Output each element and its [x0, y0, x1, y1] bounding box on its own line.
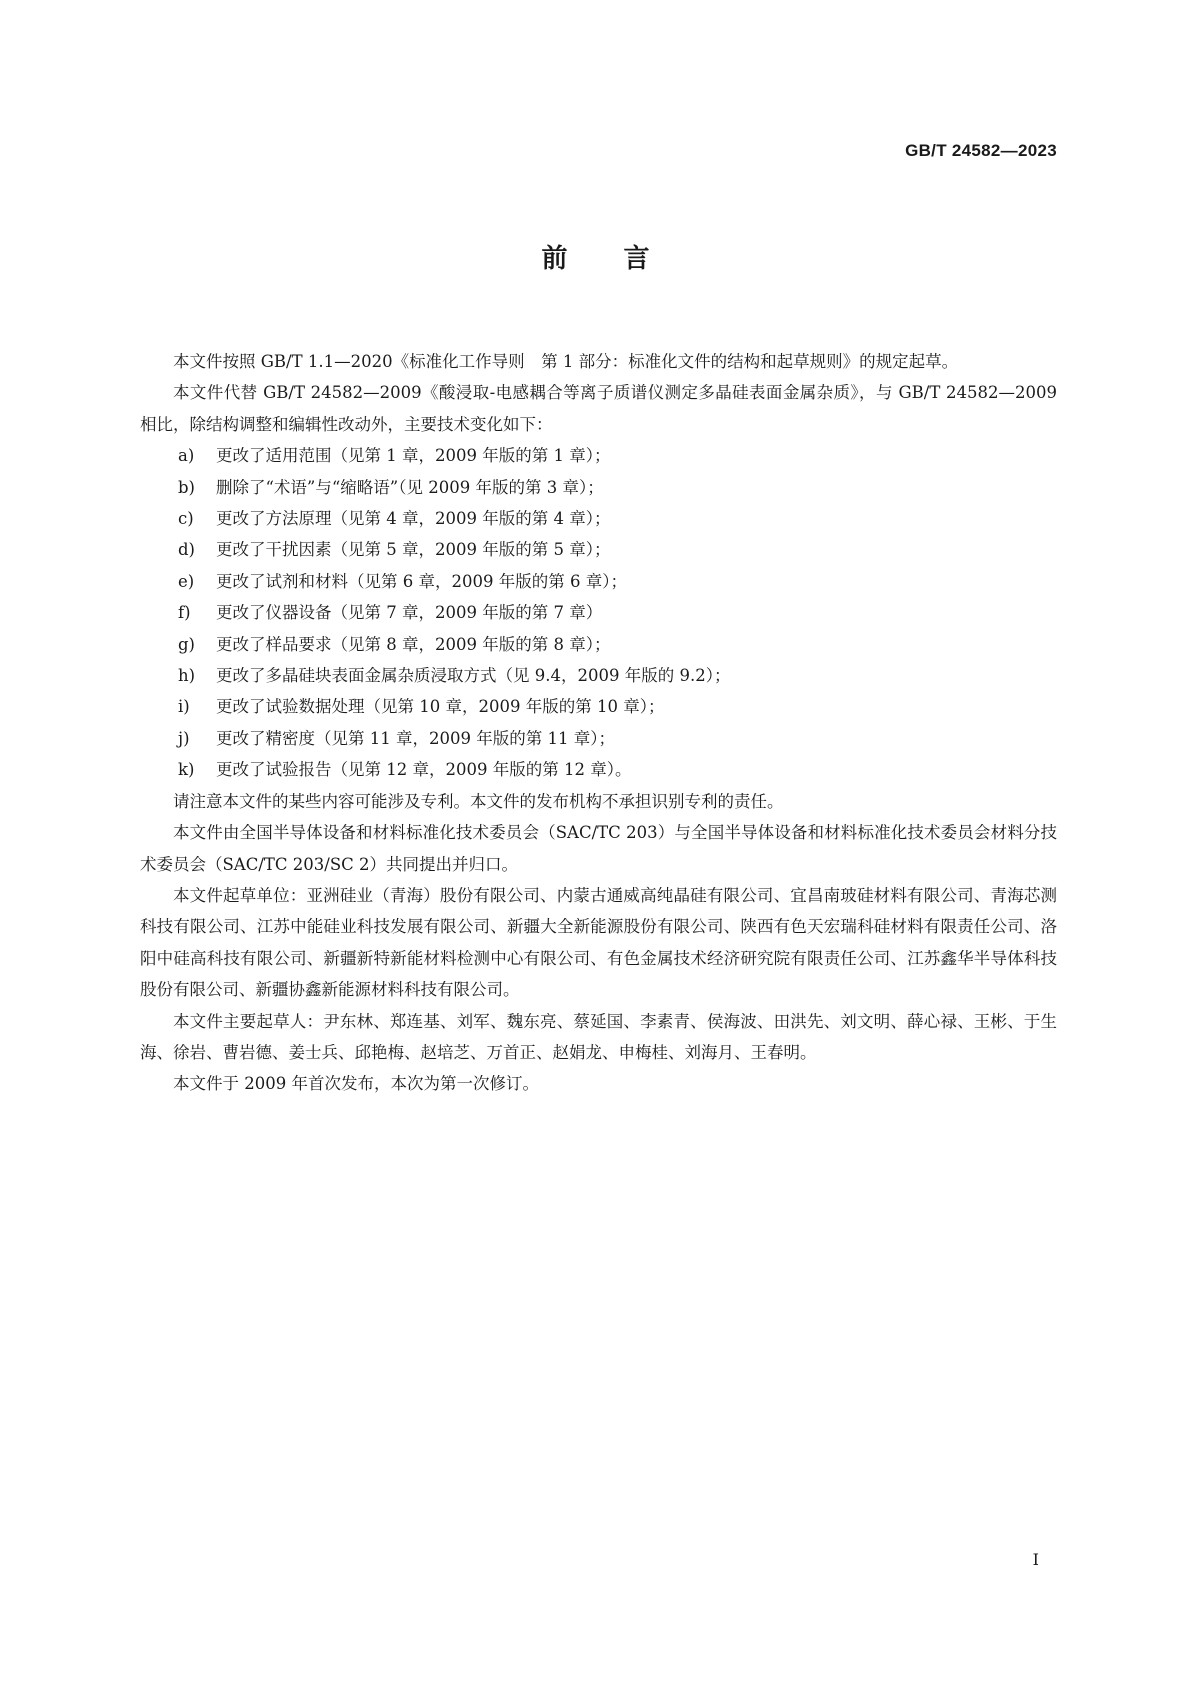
paragraph-replacement: 本文件代替 GB/T 24582—2009《酸浸取-电感耦合等离子质谱仪测定多晶硅表面金属杂质》，与 GB/T 24582—2009 相比，除结构调整和编辑性改动外，主要技术变化如下： [140, 383, 1057, 434]
list-marker: g) [178, 634, 195, 654]
list-marker: k) [178, 760, 195, 780]
list-item [140, 754, 1057, 785]
paragraph-proposer: 本文件由全国半导体设备和材料标准化技术委员会（SAC/TC 203）与全国半导体设备和材料标准化技术委员会材料分技术委员会（SAC/TC 203/SC 2）共同提出并归口。 [140, 823, 1057, 874]
list-item [140, 472, 1057, 503]
list-marker: i) [178, 697, 190, 717]
paragraph-drafting-basis: 本文件按照 GB/T 1.1—2020《标准化工作导则 第 1 部分：标准化文件的结构和起草规则》的规定起草。 [173, 352, 959, 371]
list-item [140, 629, 1057, 660]
list-item-text: 删除了“术语”与“缩略语”（见 2009 年版的第 3 章）； [216, 477, 604, 497]
list-marker: j) [178, 728, 190, 748]
list-item-text: 更改了试验数据处理（见第 10 章，2009 年版的第 10 章）； [216, 697, 665, 717]
list-marker: a) [178, 446, 195, 466]
list-marker: c) [178, 509, 194, 529]
changes-list [140, 440, 1057, 785]
document-body [140, 346, 1057, 1100]
list-item-text: 更改了样品要求（见第 8 章，2009 年版的第 8 章）； [216, 634, 611, 654]
paragraph-patent-notice: 请注意本文件的某些内容可能涉及专利。本文件的发布机构不承担识别专利的责任。 [173, 791, 784, 811]
list-marker: f) [178, 603, 191, 623]
page-number: I [1032, 1550, 1039, 1569]
list-item [140, 440, 1057, 471]
list-marker: h) [178, 666, 196, 686]
list-item [140, 723, 1057, 754]
list-item [140, 534, 1057, 565]
list-marker: b) [178, 477, 195, 497]
list-item [140, 503, 1057, 534]
list-item-text: 更改了精密度（见第 11 章，2009 年版的第 11 章）； [216, 728, 615, 748]
list-item [140, 597, 1057, 628]
list-item [140, 566, 1057, 597]
list-item [140, 691, 1057, 722]
list-item [140, 660, 1057, 691]
paragraph-drafting-units: 本文件起草单位：亚洲硅业（青海）股份有限公司、内蒙古通威高纯晶硅有限公司、宜昌南玻硅材料有限公司、青海芯测科技有限公司、江苏中能硅业科技发展有限公司、新疆大全新能源股份有限公司、陕西有色天宏瑞科硅材料有限责任公司、洛阳中硅高科技有限公司、新疆新特新能材料检测中心有限公司、有色金属技术经济研究院有限责任公司、江苏鑫华半导体科技股份有限公司、新疆协鑫新能源材料科技有限公司。 [140, 885, 1057, 1000]
list-item-text: 更改了干扰因素（见第 5 章，2009 年版的第 5 章）； [216, 540, 611, 560]
standard-number: GB/T 24582—2023 [905, 141, 1057, 160]
list-item-text: 更改了仪器设备（见第 7 章，2009 年版的第 7 章） [216, 603, 603, 623]
list-item-text: 更改了试剂和材料（见第 6 章，2009 年版的第 6 章）； [216, 571, 627, 591]
list-marker: e) [178, 571, 195, 591]
paragraph-release-history: 本文件于 2009 年首次发布，本次为第一次修订。 [173, 1074, 539, 1094]
list-item-text: 更改了多晶硅块表面金属杂质浸取方式（见 9.4，2009 年版的 9.2）； [216, 666, 731, 686]
paragraph-drafters: 本文件主要起草人：尹东林、郑连基、刘军、魏东亮、蔡延国、李素青、侯海波、田洪先、刘文明、薛心禄、王彬、于生海、徐岩、曹岩德、姜士兵、邱艳梅、赵培芝、万首正、赵娟龙、申梅桂、刘海月、王春明。 [140, 1011, 1057, 1062]
list-item-text: 更改了适用范围（见第 1 章，2009 年版的第 1 章）； [216, 446, 611, 466]
list-marker: d) [178, 540, 195, 560]
list-item-text: 更改了试验报告（见第 12 章，2009 年版的第 12 章）。 [216, 760, 632, 780]
list-item-text: 更改了方法原理（见第 4 章，2009 年版的第 4 章）； [216, 509, 611, 529]
page-title: 前言 [541, 244, 706, 274]
